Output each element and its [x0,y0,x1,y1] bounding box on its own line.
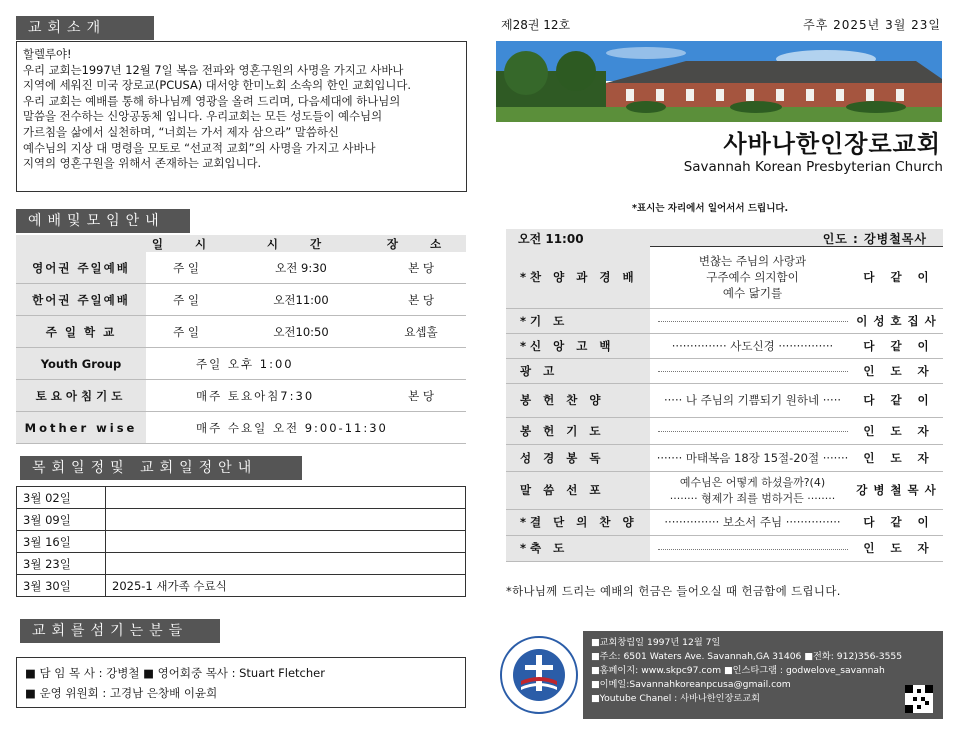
order-item-detail: 변찮는 주님의 사랑과 구주예수 의지함이 예수 닮기를 [650,246,855,308]
intro-line: 예수님의 지상 대 명령을 모토로 “선교적 교회”의 사명을 가지고 사바나 [23,140,376,155]
footer-line: ■이메일:Savannahkoreanpcusa@gmail.com [591,679,791,690]
schedule-header: 예배및모임안내 [16,209,190,233]
month-table [16,486,466,597]
staff-line: ■ 담 임 목 사 : 강병철 ■ 영어회중 목사 : Stuart Fletcher [25,666,325,680]
order-item-name: 봉 헌 기 도 [506,417,650,444]
month-row: 3월 02일 [17,487,466,509]
church-name-en: Savannah Korean Presbyterian Church [683,159,943,175]
footer-line: ■교회창립일 1997년 12월 7일 [591,637,721,648]
order-item-leader: 다 같 이 [855,333,943,358]
intro-line: 가르침을 삶에서 실천하며, “너희는 가서 제자 삼으라” 말씀하신 [23,124,339,139]
staff-header: 교회를섬기는분들 [20,619,220,643]
order-row [506,358,943,383]
order-row [506,471,943,509]
qr-code-icon [905,685,933,713]
order-item-leader: 인 도 자 [855,535,943,561]
schedule-row: 토요아침기도 매주 토요아침7:30 본 당 [16,380,466,412]
col-time: 시 간 [226,235,376,252]
order-item-leader: 인 도 자 [855,444,943,471]
order-item-leader: 다 같 이 [855,246,943,308]
order-item-leader: 이성호집사 [855,308,943,333]
order-row [506,308,943,333]
intro-line: 할렐루야! [23,47,72,61]
staff-line: ■ 운영 위원회 : 고경남 은창배 이윤희 [25,686,218,700]
order-item-detail [650,417,855,444]
order-item-name: 광 고 [506,358,650,383]
order-row [506,509,943,535]
order-item-detail: ····· 나 주님의 기쁨되기 원하네 ····· [650,383,855,417]
intro-header: 교회소개 [16,16,154,40]
church-logo [499,635,579,715]
order-row [506,444,943,471]
intro-line: 지역에 세워진 미국 장로교(PCUSA) 대서양 한미노회 소속의 한인 교회입니다. [23,78,411,93]
month-row: 3월 30일 2025-1 새가족 수료식 [17,575,466,597]
order-row [506,417,943,444]
order-item-name: *축 도 [506,535,650,561]
order-item-name: 봉 헌 찬 양 [506,383,650,417]
church-photo [496,41,942,122]
date-label: 주후 2025년 3월 23일 [803,18,941,32]
schedule-row: 한어권 주일예배 주 일 오전11:00 본 당 [16,284,466,316]
order-item-leader: 인 도 자 [855,417,943,444]
month-row: 3월 09일 [17,509,466,531]
order-item-name: *신 앙 고 백 [506,333,650,358]
schedule-row: 주 일 학 교 주 일 오전10:50 요셉홀 [16,316,466,348]
month-row: 3월 23일 [17,553,466,575]
order-item-name: *찬 양 과 경 배 [506,246,650,308]
staff-box [16,657,466,708]
order-row [506,333,943,358]
order-item-detail: ··············· 보소서 주님 ··············· [650,509,855,535]
order-row [506,246,943,308]
volume-label: 제28권 12호 [501,18,571,32]
order-item-leader: 다 같 이 [855,509,943,535]
order-item-name: *결 단 의 찬 양 [506,509,650,535]
schedule-row: Mother wise 매주 수요일 오전 9:00-11:30 [16,412,466,444]
order-item-name: *기 도 [506,308,650,333]
order-table [506,246,943,562]
order-item-detail [650,308,855,333]
order-item-detail [650,358,855,383]
intro-line: 지역의 영혼구원을 위해서 존재하는 교회입니다. [23,156,262,171]
church-name-kr: 사바나한인장로교회 [723,130,941,158]
footer-info [583,631,943,719]
order-item-detail [650,535,855,561]
schedule-row: 영어권 주일예배 주 일 오전 9:30 본 당 [16,252,466,284]
month-header: 목회일정및 교회일정안내 [20,456,302,480]
order-row [506,535,943,561]
order-item-detail: ··············· 사도신경 ··············· [650,333,855,358]
leader-label: 인도 : 강병철목사 [822,232,927,246]
intro-line: 우리 교회는 예배를 통해 하나님께 영광을 올려 드리며, 다음세대에 하나님의 [23,93,401,108]
order-row [506,383,943,417]
offering-note: *하나님께 드리는 예배의 헌금은 들어오실 때 헌금함에 드립니다. [506,584,841,598]
footer-line: ■홈페이지: www.skpc97.com ■인스타그램 : godwelove_savannah [591,665,885,676]
order-item-leader: 인 도 자 [855,358,943,383]
order-item-detail: ······· 마태복음 18장 15절-20절 ······· [650,444,855,471]
footer-line: ■Youtube Chanel : 사바나한인장로교회 [591,693,761,704]
order-item-name: 성 경 봉 독 [506,444,650,471]
schedule-row: Youth Group 주일 오후 1:00 [16,348,466,380]
intro-box [16,41,467,192]
month-row: 3월 16일 [17,531,466,553]
order-item-detail: 예수님은 어떻게 하셨을까?(4) ········ 형제가 죄를 범하거든 ········ [650,471,855,509]
order-item-name: 말 씀 선 포 [506,471,650,509]
service-bar [506,229,943,247]
service-time: 오전 11:00 [518,232,584,246]
footer-line: ■주소: 6501 Waters Ave. Savannah,GA 31406 ■전화: 912)356-3555 [591,651,903,662]
intro-line: 우리 교회는1997년 12월 7일 복음 전파와 영혼구원의 사명을 가지고 사바나 [23,62,404,77]
col-day: 일 시 [146,235,226,252]
order-item-leader: 다 같 이 [855,383,943,417]
intro-line: 말씀을 전수하는 신앙공동체 입니다. 우리교회는 모든 성도들이 예수님의 [23,109,383,124]
schedule-table [16,235,466,444]
stand-note: *표시는 자리에서 일어서서 드립니다. [632,203,789,214]
order-item-leader: 강병철목사 [855,471,943,509]
col-place: 장 소 [376,235,466,252]
